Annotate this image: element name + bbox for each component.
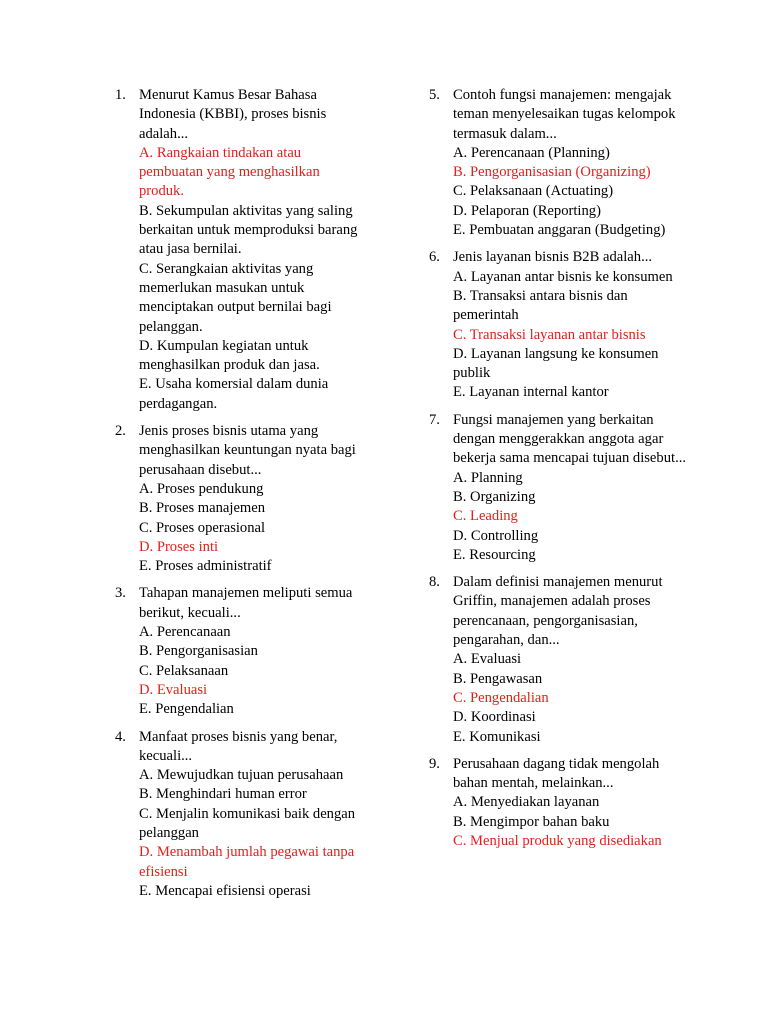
option-e: E. Mencapai efisiensi operasi (139, 882, 311, 899)
question-7 (429, 411, 689, 565)
option-d: D. Koordinasi (453, 709, 536, 726)
option-b: B. Pengorganisasian (139, 643, 258, 660)
option-b: B. Sekumpulan aktivitas yang saling berkaitan untuk memproduksi barang atau jasa bernilai. (139, 202, 358, 258)
option-d: D. Menambah jumlah pegawai tanpa efisiensi (139, 844, 355, 880)
question-number: 8. (429, 574, 440, 591)
question-number: 2. (115, 423, 126, 440)
question-6 (429, 248, 689, 402)
option-a: A. Mewujudkan tujuan perusahaan (139, 767, 344, 784)
question-text: Fungsi manajemen yang berkaitan dengan menggerakkan anggota agar bekerja sama mencapai tujuan disebut... (453, 411, 687, 467)
question-number: 7. (429, 411, 440, 428)
question-5 (429, 86, 689, 240)
option-e: E. Pembuatan anggaran (Budgeting) (453, 222, 666, 239)
question-text: Manfaat proses bisnis yang benar, kecuali... (139, 728, 338, 764)
question-text: Jenis layanan bisnis B2B adalah... (453, 249, 653, 266)
option-c: C. Menjual produk yang disediakan (453, 832, 662, 849)
question-number: 6. (429, 249, 440, 266)
question-number: 1. (115, 87, 126, 103)
option-a: A. Proses pendukung (139, 480, 264, 497)
option-b: B. Pengawasan (453, 670, 543, 687)
option-e: E. Usaha komersial dalam dunia perdagangan. (139, 376, 329, 412)
question-number: 5. (429, 87, 440, 103)
question-3 (115, 584, 365, 719)
question-4 (115, 728, 365, 902)
option-c: C. Pelaksanaan (Actuating) (453, 183, 614, 200)
option-c: C. Leading (453, 508, 518, 525)
option-e: E. Pengendalian (139, 701, 234, 718)
option-b: B. Pengorganisasian (Organizing) (453, 164, 651, 181)
option-e: E. Layanan internal kantor (453, 384, 609, 401)
question-text: Contoh fungsi manajemen: mengajak teman menyelesaikan tugas kelompok termasuk dalam... (453, 87, 676, 142)
option-c: C. Serangkaian aktivitas yang memerlukan masukan untuk menciptakan output bernilai bagi pelanggan. (139, 260, 332, 335)
option-c: C. Transaksi layanan antar bisnis (453, 326, 646, 343)
option-e: E. Proses administratif (139, 558, 272, 575)
option-d: D. Proses inti (139, 538, 219, 555)
option-a: A. Perencanaan (139, 624, 231, 641)
option-c: C. Proses operasional (139, 519, 266, 536)
option-b: B. Proses manajemen (139, 500, 266, 517)
option-d: D. Pelaporan (Reporting) (453, 202, 601, 219)
option-a: A. Perencanaan (Planning) (453, 144, 610, 161)
option-a: A. Rangkaian tindakan atau pembuatan yang menghasilkan produk. (139, 144, 320, 200)
option-a: A. Evaluasi (453, 651, 522, 668)
option-b: B. Transaksi antara bisnis dan pemerintah (453, 287, 628, 324)
question-number: 9. (429, 755, 440, 772)
question-text: Dalam definisi manajemen menurut Griffin, manajemen adalah proses perencanaan, pengorganisasian, pengarahan, dan... (453, 574, 663, 649)
question-text: Tahapan manajemen meliputi semua berikut, kecuali... (139, 585, 353, 621)
option-d: D. Evaluasi (139, 681, 208, 698)
question-text: Menurut Kamus Besar Bahasa Indonesia (KBBI), proses bisnis adalah... (139, 87, 327, 142)
question-number: 4. (115, 728, 126, 745)
question-9 (429, 755, 689, 851)
right-column (429, 86, 689, 859)
option-e: E. Resourcing (453, 546, 536, 563)
option-a: A. Layanan antar bisnis ke konsumen (453, 268, 673, 285)
option-c: C. Pengendalian (453, 689, 549, 706)
question-text: Jenis proses bisnis utama yang menghasilkan keuntungan nyata bagi perusahaan disebut... (139, 423, 356, 478)
question-1 (115, 86, 365, 414)
option-a: A. Menyediakan layanan (453, 794, 600, 811)
left-column (115, 86, 365, 909)
option-d: D. Kumpulan kegiatan untuk menghasilkan produk dan jasa. (139, 337, 320, 374)
option-d: D. Layanan langsung ke konsumen publik (453, 345, 659, 382)
option-a: A. Planning (453, 469, 523, 486)
option-d: D. Controlling (453, 527, 539, 544)
question-8 (429, 573, 689, 747)
option-b: B. Mengimpor bahan baku (453, 813, 610, 830)
option-e: E. Komunikasi (453, 728, 541, 745)
option-c: C. Menjalin komunikasi baik dengan pelanggan (139, 805, 356, 841)
question-number: 3. (115, 585, 126, 602)
option-c: C. Pelaksanaan (139, 662, 229, 679)
option-b: B. Organizing (453, 488, 536, 505)
option-b: B. Menghindari human error (139, 786, 307, 803)
question-text: Perusahaan dagang tidak mengolah bahan mentah, melainkan... (453, 755, 660, 792)
question-2 (115, 422, 365, 576)
